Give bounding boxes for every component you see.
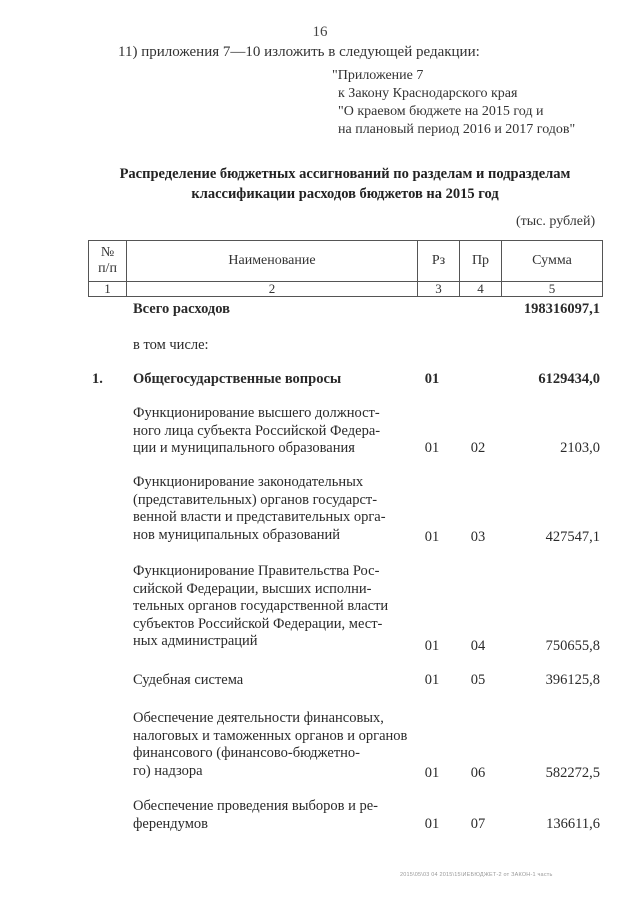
footer-stamp: 2015\05\03 04 2015\15\ИЕБЮДЖЕТ-2 от ЗАКОН-1 часть [400,872,553,878]
row-name-line: финансового (финансово-бюджетно- [133,745,360,761]
header-num [89,241,127,282]
row-name-line: нов муниципальных образований [133,526,341,543]
row-pr: 02 [470,440,486,456]
row-name-line: Функционирование законодательных [133,474,364,490]
row-name-line: ного лица субъекта Российской Федера- [133,422,381,439]
row-name-line: ных администраций [133,633,258,649]
row-name-line: Функционирование высшего должност- [133,405,380,421]
row-name-line: налоговых и таможенных органов и органов [133,727,408,744]
title-line-2: классификации расходов бюджетов на 2015 год [191,186,499,202]
row-sum: 136611,6 [546,816,600,832]
row-name [133,474,405,544]
row-sum: 396125,8 [545,672,600,688]
row-name-line: субъектов Российской Федерации, мест- [133,615,383,632]
row-name-line: Обеспечение проведения выборов и ре- [133,798,379,814]
row-name-line: Судебная система [133,672,244,688]
table-header [88,240,603,297]
row-name-line: Обеспечение деятельности финансовых, [133,710,384,726]
section-rz: 01 [424,371,440,387]
row-pr: 04 [470,638,486,654]
row-name [133,672,405,690]
row-name-line: венной власти и представительных орга- [133,509,386,525]
row-sum: 582272,5 [545,765,600,781]
row-rz: 01 [424,672,440,688]
document-title [60,164,630,204]
header-num-line-1: № [100,245,115,260]
row-name-line: го) надзора [133,762,203,779]
row-name [133,710,408,780]
page-number: 16 [312,24,328,40]
header-rz: Рз [418,241,460,282]
row-sum: 750655,8 [545,638,600,654]
header-index: 1 [89,282,127,297]
total-sum: 198316097,1 [523,301,600,317]
section-name: Общегосударственные вопросы [133,371,342,387]
row-name-line: тельных органов государственной власти [133,598,389,614]
header-sum: Сумма [502,241,603,282]
units-label: (тыс. рублей) [516,214,596,229]
header-index: 2 [127,282,418,297]
row-rz: 01 [424,440,440,456]
appendix-line-1: "Приложение 7 [332,68,424,83]
row-pr: 05 [470,672,486,688]
appendix-line-4: на плановый период 2016 и 2017 годов" [338,122,576,137]
including-label: в том числе: [133,337,209,353]
section-sum: 6129434,0 [538,371,600,387]
row-name-line: ции и муниципального образования [133,440,355,456]
row-name [133,798,405,833]
appendix-reference [332,67,575,139]
intro-text: 11) приложения 7—10 изложить в следующей редакции: [118,44,480,60]
total-label: Всего расходов [133,301,230,317]
row-sum: 2103,0 [560,440,600,456]
header-name: Наименование [127,241,418,282]
row-pr: 07 [470,816,486,832]
row-name-line: сийской Федерации, высших исполни- [133,580,372,597]
appendix-line-2: к Закону Краснодарского края [338,86,518,101]
row-name [133,405,405,458]
appendix-line-3: "О краевом бюджете на 2015 год и [338,104,544,119]
row-name-line: ферендумов [133,815,208,832]
header-index: 3 [418,282,460,297]
row-pr: 06 [470,765,486,781]
row-pr: 03 [470,529,486,545]
section-number: 1. [92,371,103,387]
header-pr: Пр [460,241,502,282]
header-index: 5 [502,282,603,297]
row-name [133,563,405,651]
row-sum: 427547,1 [545,529,600,545]
row-rz: 01 [424,765,440,781]
header-num-line-2: п/п [98,261,117,276]
title-line-1: Распределение бюджетных ассигнований по разделам и подразделам [119,166,571,182]
row-rz: 01 [424,529,440,545]
row-rz: 01 [424,816,440,832]
row-name-line: (представительных) органов государст- [133,491,378,508]
row-rz: 01 [424,638,440,654]
row-name-line: Функционирование Правительства Рос- [133,563,380,579]
header-index: 4 [460,282,502,297]
